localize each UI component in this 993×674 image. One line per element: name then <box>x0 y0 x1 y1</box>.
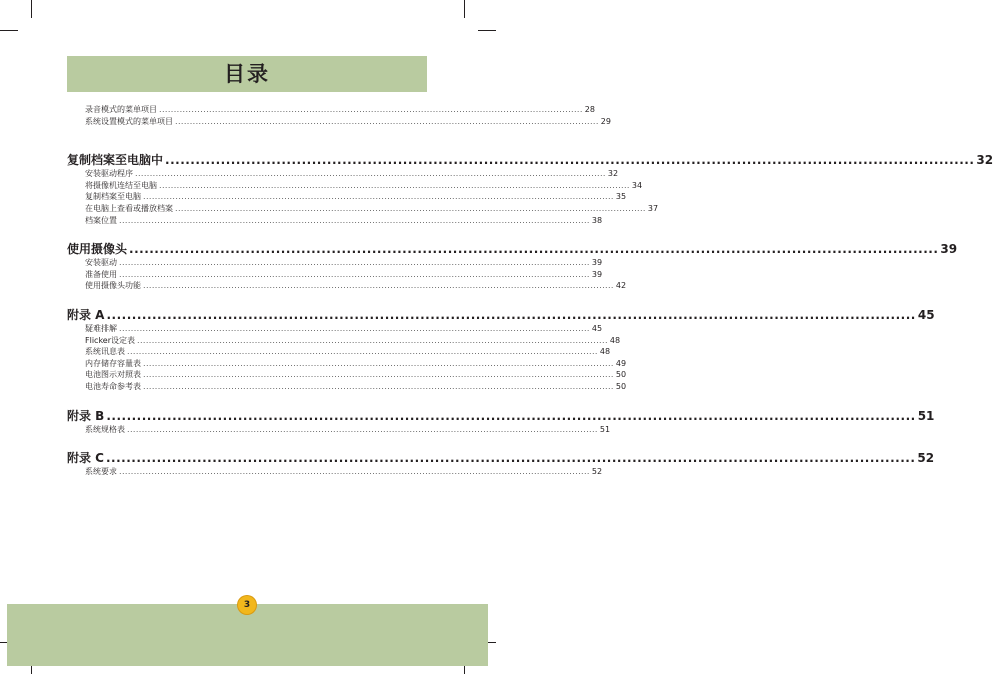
toc-entry-label: 内存储存容量表 <box>85 358 141 368</box>
toc-chapter-page: 32 <box>976 153 993 168</box>
toc-chapter-page: 52 <box>917 451 935 466</box>
toc-chapter-section <box>67 153 993 226</box>
toc-entry-page: 29 <box>600 116 611 126</box>
page-number-badge: 3 <box>238 596 256 614</box>
toc-chapter-page: 51 <box>917 408 935 423</box>
toc-entry-page: 28 <box>584 105 595 114</box>
toc-entry-label: 安装驱动程序 <box>85 169 133 179</box>
toc-chapter-label: 复制档案至电脑中 <box>67 153 164 168</box>
toc-chapter-section <box>67 408 935 436</box>
dot-leader: ................................................................................................................................................................ <box>143 192 614 202</box>
toc-entry-label: 系统设置模式的菜单项目 <box>85 116 173 126</box>
dot-leader: ................................................................................................................................................................ <box>119 215 590 225</box>
crop-mark <box>464 0 465 18</box>
toc-entry[interactable] <box>67 203 659 215</box>
dot-leader: ................................................................................................................................................................ <box>127 347 598 357</box>
dot-leader: ................................................................................................................................................................ <box>119 323 590 333</box>
toc-entry-label: 安装驱动 <box>85 258 117 268</box>
toc-chapter-label: 使用摄像头 <box>67 242 128 257</box>
toc-chapter-section <box>67 307 935 393</box>
dot-leader: ................................................................................................................................................................ <box>119 467 590 477</box>
toc-entry-label: 系统要求 <box>85 467 117 477</box>
toc-entry-page: 52 <box>591 467 603 477</box>
toc-intro-section <box>67 104 611 127</box>
toc-entry[interactable] <box>67 369 627 381</box>
toc-entry-page: 48 <box>609 335 621 345</box>
dot-leader: ................................................................................................................................................................ <box>106 408 916 423</box>
toc-entry-page: 39 <box>591 269 603 279</box>
toc-chapter-section <box>67 451 935 478</box>
toc-chapter-page: 39 <box>940 242 958 257</box>
toc-entry-page: 45 <box>591 323 603 333</box>
dot-leader: ................................................................................................................................................................ <box>106 307 916 322</box>
toc-entry-label: 疑难排解 <box>85 323 117 333</box>
toc-entry-page: 39 <box>591 258 603 268</box>
toc-entry-label: 系统规格表 <box>85 424 125 434</box>
toc-entry-label: 系统讯息表 <box>85 347 125 357</box>
toc-chapters <box>67 153 993 478</box>
dot-leader: ................................................................................................................................................................ <box>165 153 975 168</box>
toc-entry-page: 50 <box>615 370 627 380</box>
toc-entry[interactable] <box>67 116 611 128</box>
toc-entry-label: 复制档案至电脑 <box>85 192 141 202</box>
toc-chapter-label: 附录 B <box>67 408 105 423</box>
dot-leader: ................................................................................................................................................................ <box>135 169 606 179</box>
toc-chapter-heading[interactable] <box>67 451 935 466</box>
toc-entry[interactable] <box>67 180 643 192</box>
toc-entry-page: 37 <box>647 203 659 213</box>
toc-entry-label: 档案位置 <box>85 215 117 225</box>
toc-chapter-section <box>67 242 958 292</box>
toc-entry[interactable] <box>67 257 603 269</box>
toc-entry[interactable] <box>67 269 603 281</box>
toc-entry-label: 电池寿命参考表 <box>85 381 141 391</box>
crop-mark <box>0 30 18 31</box>
toc-entry-page: 35 <box>615 192 627 202</box>
toc-entry[interactable] <box>67 168 619 180</box>
dot-leader: ................................................................................................................................................................ <box>106 451 916 466</box>
table-of-contents <box>67 104 993 494</box>
toc-entry[interactable] <box>67 104 595 116</box>
toc-entry-label: 在电脑上查看或播放档案 <box>85 203 173 213</box>
toc-entry[interactable] <box>67 280 627 292</box>
toc-entry[interactable] <box>67 381 627 393</box>
toc-entry-page: 32 <box>607 169 619 179</box>
toc-entry-page: 49 <box>615 358 627 368</box>
toc-entry[interactable] <box>67 191 627 203</box>
dot-leader: ................................................................................................................................................................ <box>175 203 646 213</box>
dot-leader: ................................................................................................................................................................ <box>127 424 598 434</box>
dot-leader: ................................................................................................................................................................ <box>159 180 630 190</box>
toc-entry[interactable] <box>67 424 611 436</box>
toc-chapter-heading[interactable] <box>67 242 958 257</box>
toc-entry-page: 48 <box>599 347 611 357</box>
toc-entry[interactable] <box>67 215 603 227</box>
toc-chapter-label: 附录 A <box>67 307 105 322</box>
dot-leader: ................................................................................................................................................................ <box>143 381 614 391</box>
toc-entry-label: 电池图示对照表 <box>85 370 141 380</box>
dot-leader: ................................................................................................................................................................ <box>119 258 590 268</box>
toc-chapter-heading[interactable] <box>67 408 935 424</box>
toc-entry-page: 51 <box>599 424 611 434</box>
toc-entry[interactable] <box>67 358 627 370</box>
toc-entry[interactable] <box>67 323 603 335</box>
title-band <box>67 56 427 92</box>
toc-entry-label: 使用摄像头功能 <box>85 281 141 291</box>
dot-leader: ................................................................................................................................................................ <box>143 281 614 291</box>
page-title: 目录 <box>224 62 270 86</box>
crop-mark <box>31 0 32 18</box>
toc-chapter-page: 45 <box>917 307 935 322</box>
dot-leader: ................................................................................................................................................................ <box>143 370 614 380</box>
toc-entry[interactable] <box>67 335 621 347</box>
toc-chapter-heading[interactable] <box>67 153 993 168</box>
toc-entry[interactable] <box>67 346 611 358</box>
toc-entry-page: 50 <box>615 381 627 391</box>
dot-leader: ................................................................................................................................................................ <box>143 358 614 368</box>
toc-entry-label: 准备使用 <box>85 269 117 279</box>
toc-entry-label: Flicker设定表 <box>85 335 136 345</box>
toc-chapter-heading[interactable] <box>67 307 935 323</box>
dot-leader: ................................................................................................................................................ <box>159 105 583 114</box>
dot-leader: ................................................................................................................................................................ <box>119 269 590 279</box>
dot-leader: ................................................................................................................................................................ <box>129 242 939 257</box>
toc-entry[interactable] <box>67 466 603 478</box>
toc-entry-page: 38 <box>591 215 603 225</box>
toc-entry-page: 42 <box>615 281 627 291</box>
toc-entry-label: 将摄像机连结至电脑 <box>85 180 157 190</box>
crop-mark <box>478 30 496 31</box>
toc-chapter-label: 附录 C <box>67 451 104 466</box>
dot-leader: ................................................................................................................................................................ <box>137 335 608 345</box>
dot-leader: ................................................................................................................................................ <box>175 116 599 126</box>
toc-entry-label: 录音模式的菜单项目 <box>85 105 157 114</box>
toc-entry-page: 34 <box>631 180 643 190</box>
